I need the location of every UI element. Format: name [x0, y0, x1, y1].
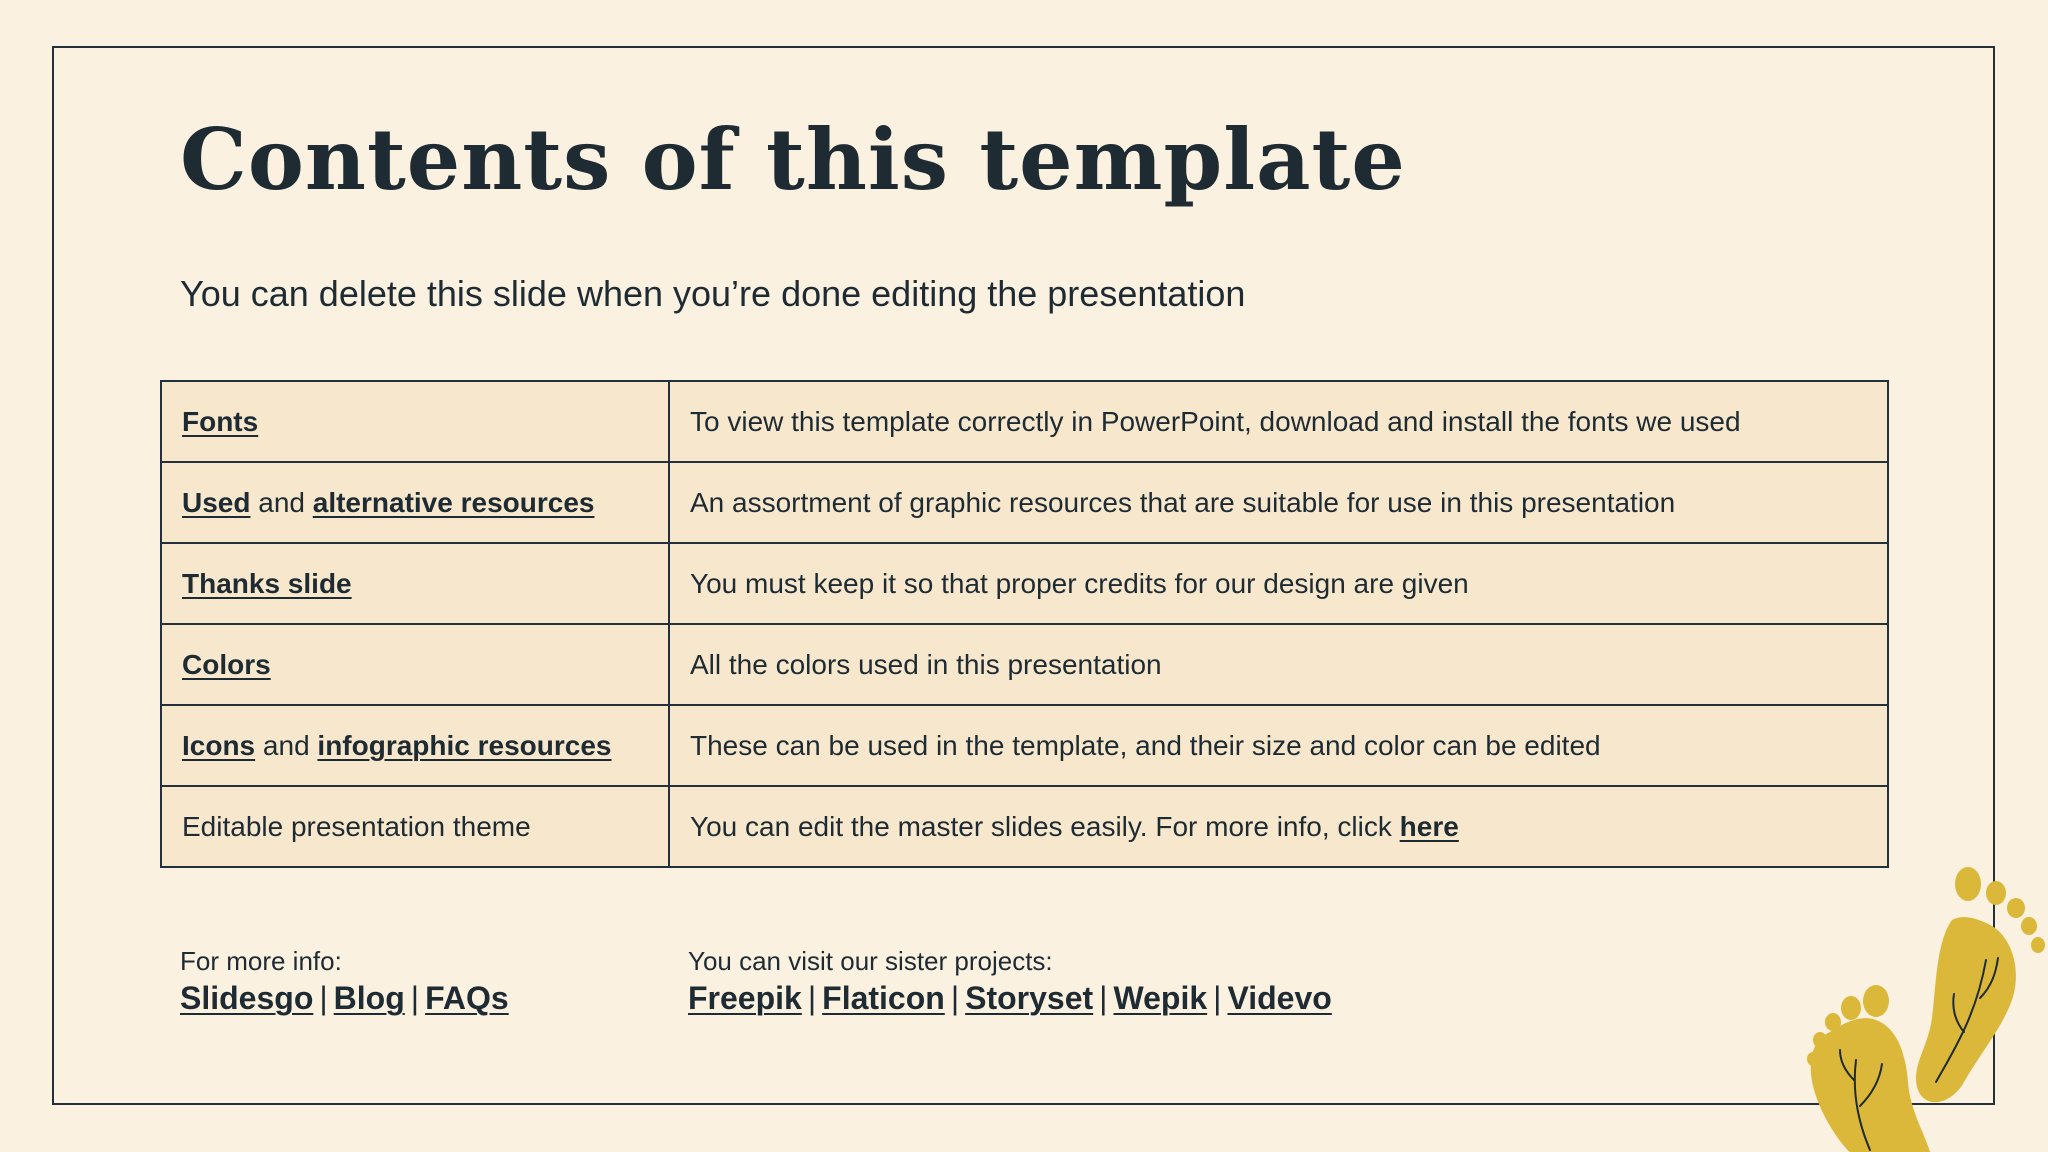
cell-text: Editable presentation theme [182, 810, 531, 842]
resource-link[interactable]: Used [182, 486, 251, 518]
link-separator: | [1213, 980, 1222, 1017]
resource-link[interactable]: here [1399, 810, 1459, 842]
row-label-cell [161, 705, 669, 786]
row-label-cell [161, 543, 669, 624]
row-description-cell [669, 462, 1888, 543]
footer-link-blog[interactable]: Blog [333, 980, 405, 1017]
row-description-cell [669, 786, 1888, 867]
sister-projects-block [688, 946, 1332, 1018]
more-info-links [180, 979, 509, 1017]
row-label-cell [161, 786, 669, 867]
more-info-caption: For more info: [180, 946, 342, 976]
cell-text: and [250, 486, 313, 518]
footer-link-storyset[interactable]: Storyset [965, 980, 1094, 1017]
row-description-cell [669, 705, 1888, 786]
row-label-cell [161, 381, 669, 462]
table-row [161, 462, 1888, 543]
cell-text: and [255, 729, 318, 761]
footer-link-wepik[interactable]: Wepik [1113, 980, 1208, 1017]
sister-projects-links [688, 979, 1332, 1017]
table-row [161, 543, 1888, 624]
page-subtitle: You can delete this slide when you’re done editing the presentation [180, 273, 1246, 314]
link-separator: | [950, 980, 960, 1017]
cell-text: An assortment of graphic resources that are suitable for use in this presentation [690, 486, 1676, 518]
footer-link-videvo[interactable]: Videvo [1227, 980, 1332, 1017]
row-description-cell [669, 381, 1888, 462]
resource-link[interactable]: Colors [182, 648, 271, 680]
table-row [161, 624, 1888, 705]
footer-link-flaticon[interactable]: Flaticon [822, 980, 945, 1017]
footer-link-freepik[interactable]: Freepik [688, 980, 802, 1017]
contents-table [160, 380, 1889, 868]
row-label-cell [161, 462, 669, 543]
row-description-cell [669, 543, 1888, 624]
row-description-cell [669, 624, 1888, 705]
resource-link[interactable]: infographic resources [317, 729, 612, 761]
resource-link[interactable]: Icons [182, 729, 256, 761]
cell-text: All the colors used in this presentation [690, 648, 1162, 680]
resource-link[interactable]: Fonts [182, 405, 259, 437]
row-label-cell [161, 624, 669, 705]
footer-link-faqs[interactable]: FAQs [425, 980, 509, 1017]
link-separator: | [319, 980, 328, 1017]
table-row [161, 705, 1888, 786]
link-separator: | [410, 980, 420, 1017]
cell-text: You must keep it so that proper credits for our design are given [690, 567, 1469, 599]
cell-text: To view this template correctly in PowerPoint, download and install the fonts we used [690, 405, 1741, 437]
page-title: Contents of this template [180, 110, 1406, 209]
resource-link[interactable]: Thanks slide [182, 567, 352, 599]
link-separator: | [807, 980, 817, 1017]
resource-link[interactable]: alternative resources [312, 486, 595, 518]
cell-text: You can edit the master slides easily. For more info, click [690, 810, 1400, 842]
table-row [161, 381, 1888, 462]
link-separator: | [1099, 980, 1108, 1017]
contents-table-body [161, 381, 1888, 867]
table-row [161, 786, 1888, 867]
more-info-block [180, 946, 509, 1018]
cell-text: These can be used in the template, and their size and color can be edited [690, 729, 1601, 761]
sister-projects-caption: You can visit our sister projects: [688, 946, 1053, 976]
footprints-icon [1740, 860, 2048, 1152]
footer-link-slidesgo[interactable]: Slidesgo [180, 980, 314, 1017]
